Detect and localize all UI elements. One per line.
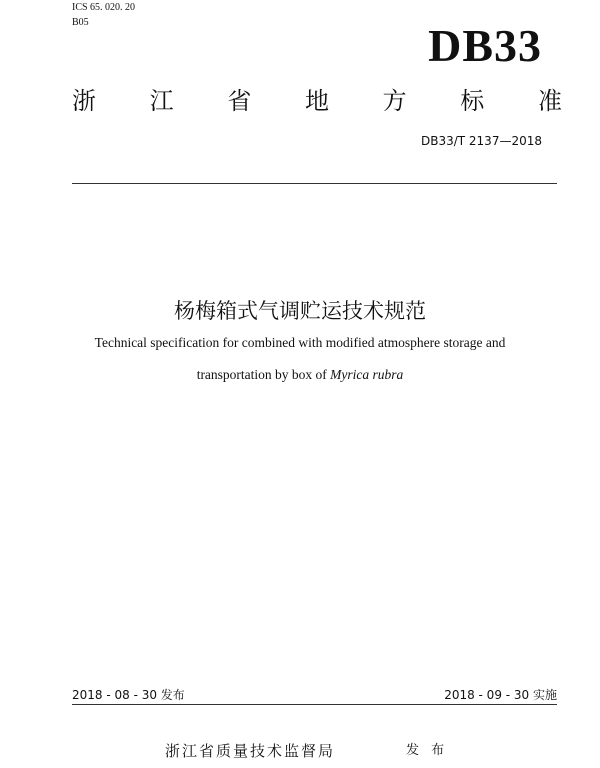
standard-type-char: 标 bbox=[460, 87, 485, 115]
publish-label: 发 布 bbox=[406, 743, 449, 758]
issue-date: 2018 - 08 - 30 发布 bbox=[72, 688, 185, 702]
ccs-code: B05 bbox=[72, 17, 89, 28]
title-english-line2-prefix: transportation by box of bbox=[196, 367, 331, 382]
standard-type-char: 江 bbox=[149, 87, 174, 115]
standard-number: DB33/T 2137—2018 bbox=[420, 134, 542, 148]
standard-type-char: 准 bbox=[537, 87, 562, 115]
standard-type-char: 浙 bbox=[72, 87, 96, 115]
title-english-line1: Technical specification for combined with modified atmosphere storage and bbox=[94, 335, 506, 350]
standard-type-char: 地 bbox=[304, 87, 329, 115]
standard-logo: DB33 bbox=[428, 20, 542, 71]
bottom-divider bbox=[72, 704, 557, 705]
standard-type bbox=[72, 86, 562, 116]
standard-type-char: 方 bbox=[382, 87, 407, 115]
title-english-species: Myrica rubra bbox=[330, 367, 404, 382]
title-english-line2 bbox=[0, 366, 600, 384]
ics-code: ICS 65. 020. 20 bbox=[72, 2, 136, 13]
implement-date: 2018 - 09 - 30 实施 bbox=[444, 688, 557, 702]
title-chinese: 杨梅箱式气调贮运技术规范 bbox=[174, 299, 426, 323]
standard-type-char: 省 bbox=[227, 87, 252, 115]
top-divider bbox=[72, 183, 557, 184]
publisher: 浙江省质量技术监督局 bbox=[165, 742, 336, 760]
